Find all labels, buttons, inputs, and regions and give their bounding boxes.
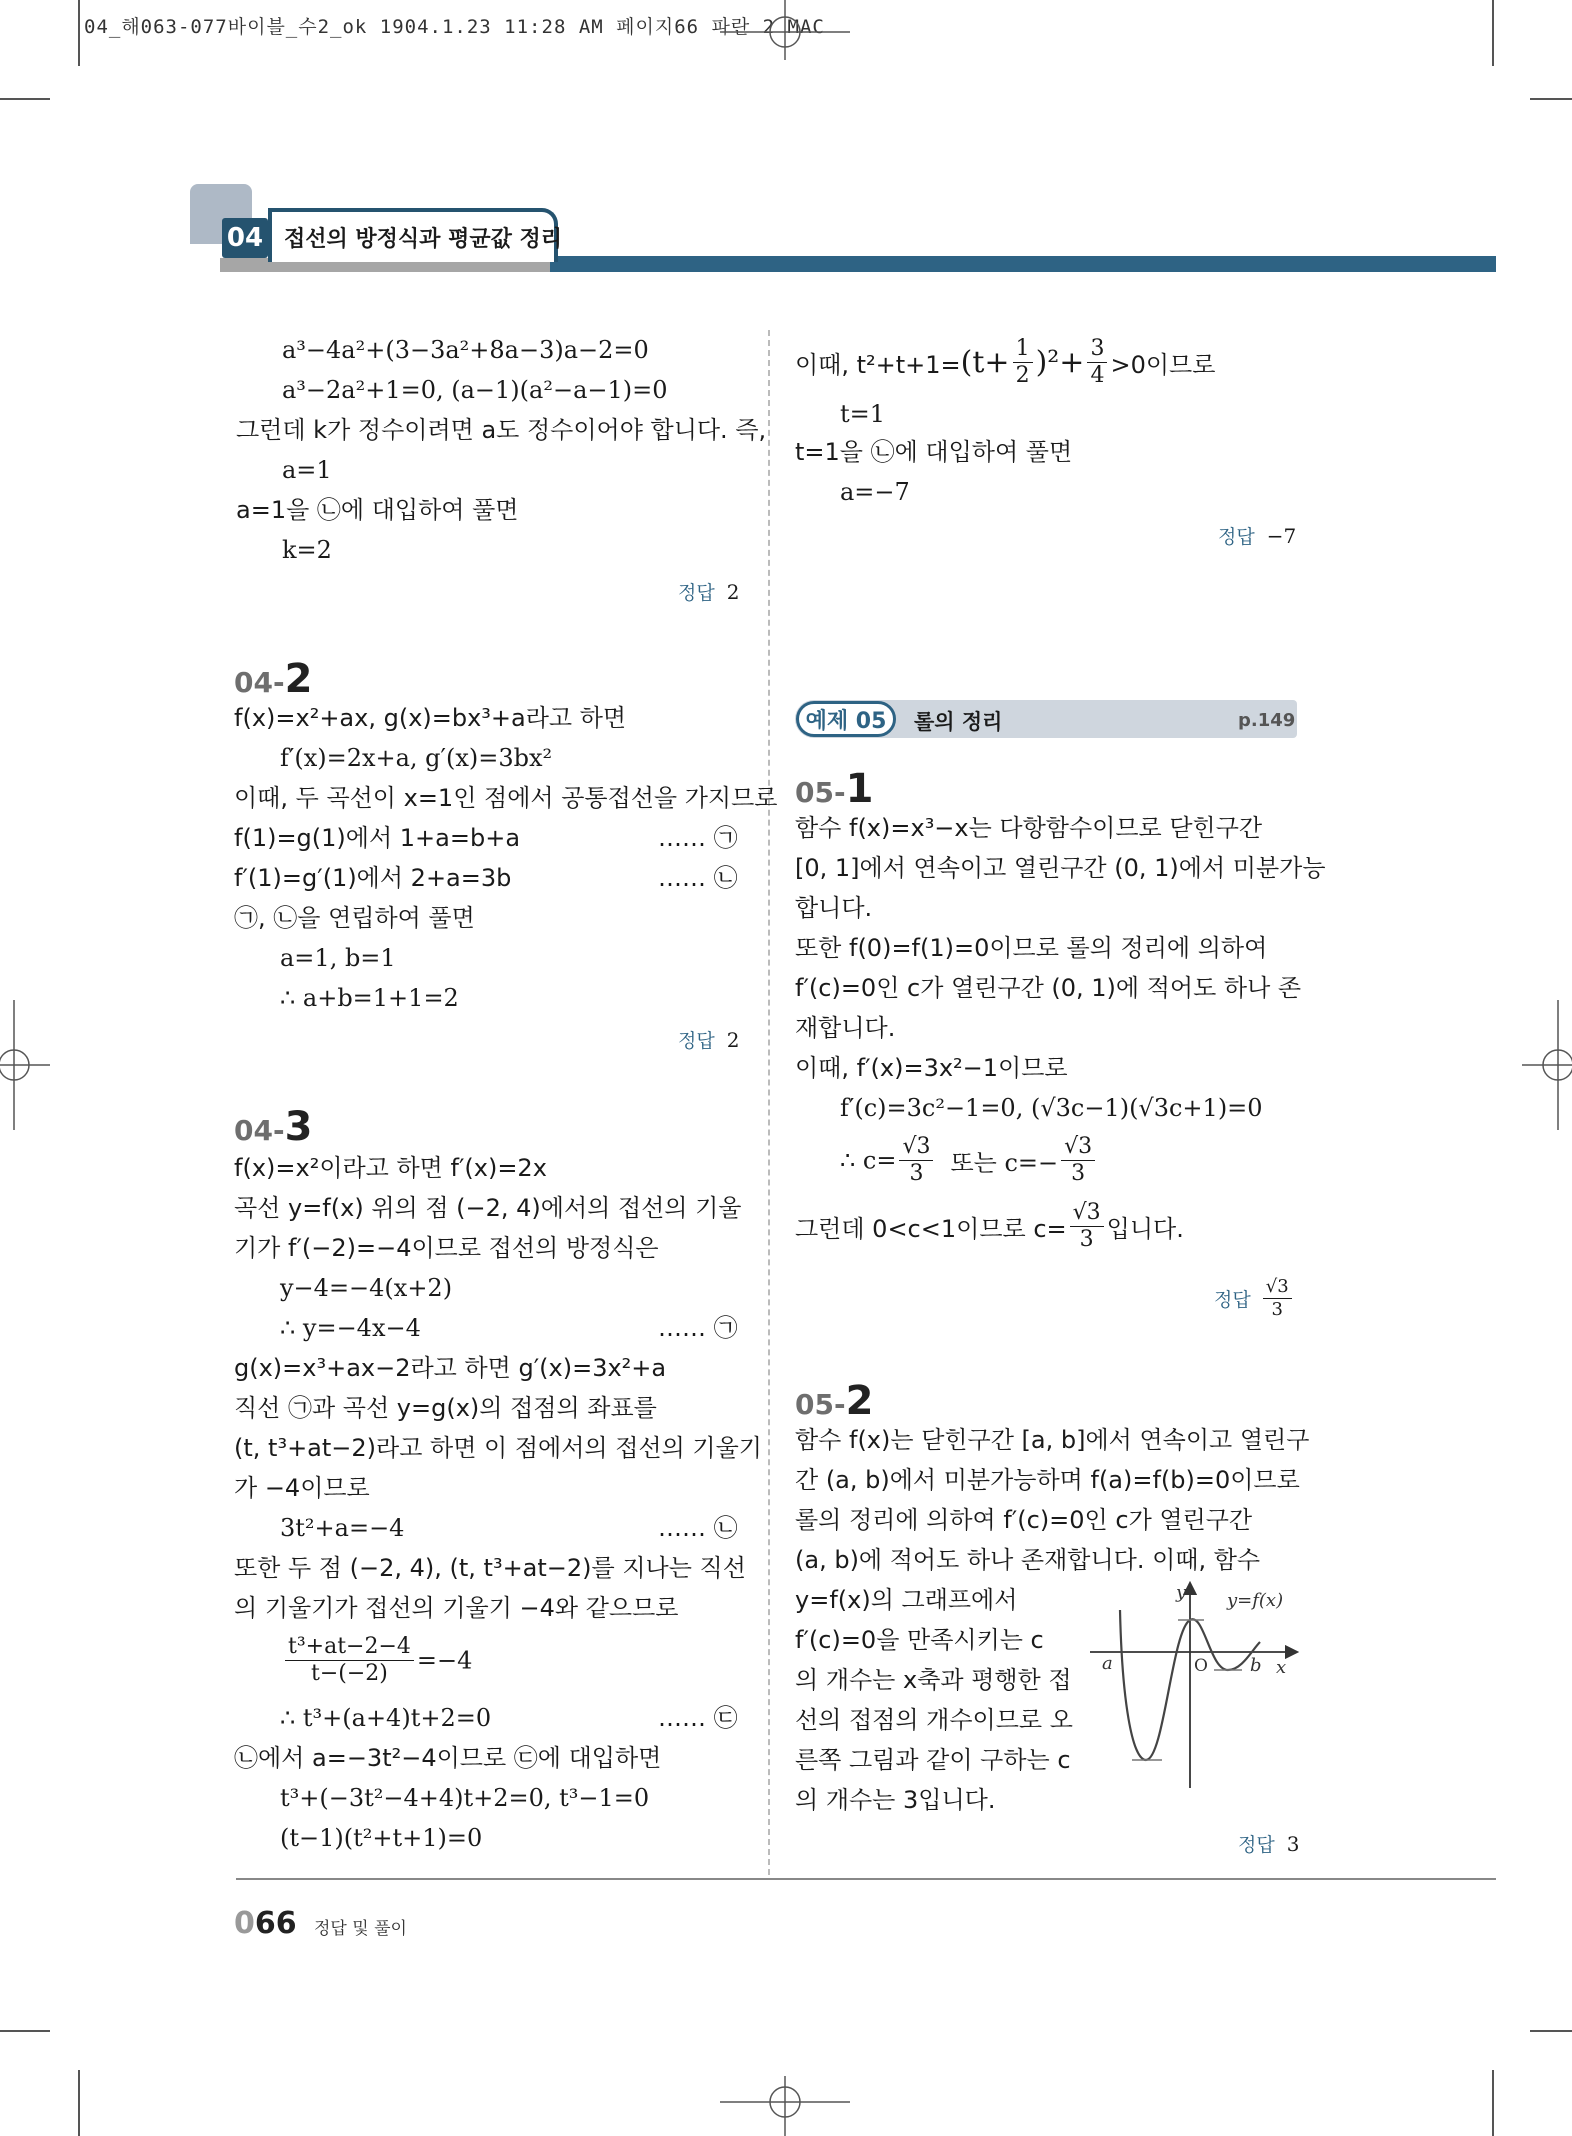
text-line: [0, 1]에서 연속이고 열린구간 (0, 1)에서 미분가능 bbox=[795, 854, 1326, 882]
text-line: ㉠, ㉡을 연립하여 풀면 bbox=[234, 904, 475, 932]
text-line: 그런데 k가 정수이려면 a도 정수이어야 합니다. 즉, bbox=[236, 416, 767, 444]
answer-label: 정답 bbox=[678, 1030, 715, 1052]
problem-title bbox=[234, 1104, 312, 1150]
answer-value: 3 bbox=[1286, 1832, 1300, 1856]
column-divider bbox=[768, 330, 770, 1875]
text-line: 의 기울기가 접선의 기울기 −4와 같으므로 bbox=[234, 1594, 679, 1622]
text-line: t³+(−3t²−4+4)t+2=0, t³−1=0 bbox=[280, 1784, 650, 1812]
equation-mark: …… ㉡ bbox=[658, 864, 738, 892]
text-line: f(x)=x²이라고 하면 f′(x)=2x bbox=[234, 1154, 547, 1182]
chapter-number: 04 bbox=[222, 218, 268, 258]
registration-mark-right bbox=[1522, 1000, 1572, 1130]
registration-mark-left bbox=[0, 1000, 50, 1130]
text-line: (t−1)(t²+t+1)=0 bbox=[280, 1824, 483, 1852]
graph-curve-label: y=f(x) bbox=[1227, 1590, 1284, 1611]
text-line: 3t²+a=−4 bbox=[280, 1514, 405, 1542]
graph-label-x: x bbox=[1276, 1657, 1287, 1678]
page-number bbox=[234, 1906, 297, 1941]
text-line: f′(c)=3c²−1=0, (√3c−1)(√3c+1)=0 bbox=[840, 1094, 1263, 1122]
answer-numerator: √3 bbox=[1263, 1276, 1292, 1299]
answer-value: 2 bbox=[726, 1028, 740, 1052]
example-title: 롤의 정리 bbox=[914, 710, 1003, 734]
answer-value: −7 bbox=[1266, 524, 1297, 548]
problem-number: 2 bbox=[845, 1378, 874, 1424]
registration-mark-top bbox=[720, 0, 850, 60]
problem-number: 3 bbox=[284, 1104, 313, 1150]
answer-badge bbox=[1238, 1830, 1299, 1857]
text-line: 른쪽 그림과 같이 구하는 c bbox=[795, 1746, 1071, 1774]
fraction-rhs: =−4 bbox=[416, 1646, 473, 1675]
text-line: 또한 f(0)=f(1)=0이므로 롤의 정리에 의하여 bbox=[795, 934, 1268, 962]
text-line: 간 (a, b)에서 미분가능하며 f(a)=f(b)=0이므로 bbox=[795, 1466, 1300, 1494]
text-line: a=1 bbox=[282, 456, 332, 484]
text-line: 의 개수는 x축과 평행한 접 bbox=[795, 1666, 1072, 1694]
answer-label: 정답 bbox=[1238, 1834, 1275, 1856]
text-line: 선의 접점의 개수이므로 오 bbox=[795, 1706, 1073, 1734]
conclusion-line: 그런데 0<c<1이므로 c= $\frac{√3}{3}$ 입니다. bbox=[795, 1200, 1184, 1252]
text-line-with-fractions: 이때, t²+t+1=(t+ $\frac{1}{2}$ )²+ $\frac{3}{4}$ >0이므로 bbox=[795, 336, 1216, 388]
answer-badge bbox=[1214, 1276, 1295, 1321]
problem-prefix: 04- bbox=[234, 666, 285, 699]
text-line: y=f(x)의 그래프에서 bbox=[795, 1586, 1018, 1614]
page-number-zero: 0 bbox=[234, 1906, 255, 1941]
fraction-equation bbox=[282, 1634, 472, 1687]
page-number-digits: 66 bbox=[254, 1906, 297, 1941]
answer-label: 정답 bbox=[678, 582, 715, 604]
solution-line: ∴ c= $\frac{√3}{3}$ 또는 c=− $\frac{√3}{3}$ bbox=[840, 1134, 1098, 1187]
text-line: f′(c)=0인 c가 열린구간 (0, 1)에 적어도 하나 존 bbox=[795, 974, 1302, 1002]
answer-badge bbox=[1218, 522, 1296, 549]
text-line: 의 개수는 3입니다. bbox=[795, 1786, 996, 1814]
problem-number: 2 bbox=[284, 656, 313, 702]
function-graph bbox=[1080, 1580, 1300, 1790]
answer-label: 정답 bbox=[1218, 526, 1255, 548]
text-line: (a, b)에 적어도 하나 존재합니다. 이때, 함수 bbox=[795, 1546, 1261, 1574]
text-line: k=2 bbox=[282, 536, 332, 564]
text-line: ㉡에서 a=−3t²−4이므로 ㉢에 대입하면 bbox=[234, 1744, 662, 1772]
example-tag: 예제 05 bbox=[796, 701, 896, 737]
chapter-title: 접선의 방정식과 평균값 정리 bbox=[284, 227, 563, 252]
text-line: f′(x)=2x+a, g′(x)=3bx² bbox=[280, 744, 553, 772]
answer-label: 정답 bbox=[1214, 1289, 1251, 1311]
text-line: a=1, b=1 bbox=[280, 944, 396, 972]
text-line: a³−4a²+(3−3a²+8a−3)a−2=0 bbox=[282, 336, 649, 364]
equation-mark: …… ㉠ bbox=[658, 824, 738, 852]
example-page-ref: p.149 bbox=[1238, 710, 1296, 731]
equation-mark: …… ㉡ bbox=[658, 1514, 738, 1542]
text-line: a=−7 bbox=[840, 478, 910, 506]
text-line: 롤의 정리에 의하여 f′(c)=0인 c가 열린구간 bbox=[795, 1506, 1253, 1534]
problem-number: 1 bbox=[845, 766, 874, 812]
text-line: 직선 ㉠과 곡선 y=g(x)의 접점의 좌표를 bbox=[234, 1394, 657, 1422]
text-line: ∴ a+b=1+1=2 bbox=[280, 984, 459, 1012]
equation-mark: …… ㉢ bbox=[658, 1704, 738, 1732]
footer-rule bbox=[236, 1878, 1496, 1880]
text-line: 함수 f(x)=x³−x는 다항함수이므로 닫힌구간 bbox=[795, 814, 1263, 842]
graph-label-y: y bbox=[1176, 1582, 1187, 1603]
answer-denominator: 3 bbox=[1271, 1299, 1283, 1320]
text-line: 가 −4이므로 bbox=[234, 1474, 370, 1502]
registration-mark-bottom bbox=[720, 2076, 850, 2136]
text-line: f(x)=x²+ax, g(x)=bx³+a라고 하면 bbox=[234, 704, 627, 732]
text-line: t=1 bbox=[840, 400, 886, 428]
graph-label-a: a bbox=[1102, 1653, 1113, 1674]
fraction-numerator: t³+at−2−4 bbox=[285, 1634, 414, 1661]
problem-prefix: 05- bbox=[795, 776, 846, 809]
answer-badge bbox=[678, 1026, 739, 1053]
chapter-bar-blue bbox=[550, 256, 1496, 272]
text-line: f′(c)=0을 만족시키는 c bbox=[795, 1626, 1044, 1654]
problem-title bbox=[795, 1378, 873, 1424]
fraction-denominator: t−(−2) bbox=[311, 1661, 388, 1686]
graph-label-b: b bbox=[1250, 1655, 1262, 1676]
text-line: t=1을 ㉡에 대입하여 풀면 bbox=[795, 438, 1073, 466]
text-line: g(x)=x³+ax−2라고 하면 g′(x)=3x²+a bbox=[234, 1354, 667, 1382]
graph-label-origin: O bbox=[1194, 1656, 1208, 1676]
text-line: a=1을 ㉡에 대입하여 풀면 bbox=[236, 496, 519, 524]
problem-title bbox=[795, 766, 873, 812]
text-line: f(1)=g(1)에서 1+a=b+a bbox=[234, 824, 521, 852]
text-line: 재합니다. bbox=[795, 1014, 896, 1042]
problem-prefix: 04- bbox=[234, 1114, 285, 1147]
text-line: (t, t³+at−2)라고 하면 이 점에서의 접선의 기울기 bbox=[234, 1434, 762, 1462]
answer-badge bbox=[678, 578, 739, 605]
text-line: 이때, f′(x)=3x²−1이므로 bbox=[795, 1054, 1068, 1082]
text-line: 또한 두 점 (−2, 4), (t, t³+at−2)를 지나는 직선 bbox=[234, 1554, 746, 1582]
text-line: ∴ y=−4x−4 bbox=[280, 1314, 421, 1342]
slug-line: 04_해063-077바이블_수2_ok 1904.1.23 11:28 AM 페이지66 파란 2 MAC bbox=[84, 16, 825, 38]
text-line: 합니다. bbox=[795, 894, 873, 922]
text-line: 이때, 두 곡선이 x=1인 점에서 공통접선을 가지므로 bbox=[234, 784, 778, 812]
footer-label: 정답 및 풀이 bbox=[314, 1919, 407, 1939]
text-line: f′(1)=g′(1)에서 2+a=3b bbox=[234, 864, 512, 892]
text-line: a³−2a²+1=0, (a−1)(a²−a−1)=0 bbox=[282, 376, 668, 404]
answer-value: 2 bbox=[726, 580, 740, 604]
problem-title bbox=[234, 656, 312, 702]
equation-mark: …… ㉠ bbox=[658, 1314, 738, 1342]
text-line: ∴ t³+(a+4)t+2=0 bbox=[280, 1704, 492, 1732]
text-line: y−4=−4(x+2) bbox=[280, 1274, 453, 1302]
problem-prefix: 05- bbox=[795, 1388, 846, 1421]
text-line: 곡선 y=f(x) 위의 점 (−2, 4)에서의 접선의 기울 bbox=[234, 1194, 742, 1222]
text-line: 기가 f′(−2)=−4이므로 접선의 방정식은 bbox=[234, 1234, 659, 1262]
text-line: 함수 f(x)는 닫힌구간 [a, b]에서 연속이고 열린구 bbox=[795, 1426, 1310, 1454]
